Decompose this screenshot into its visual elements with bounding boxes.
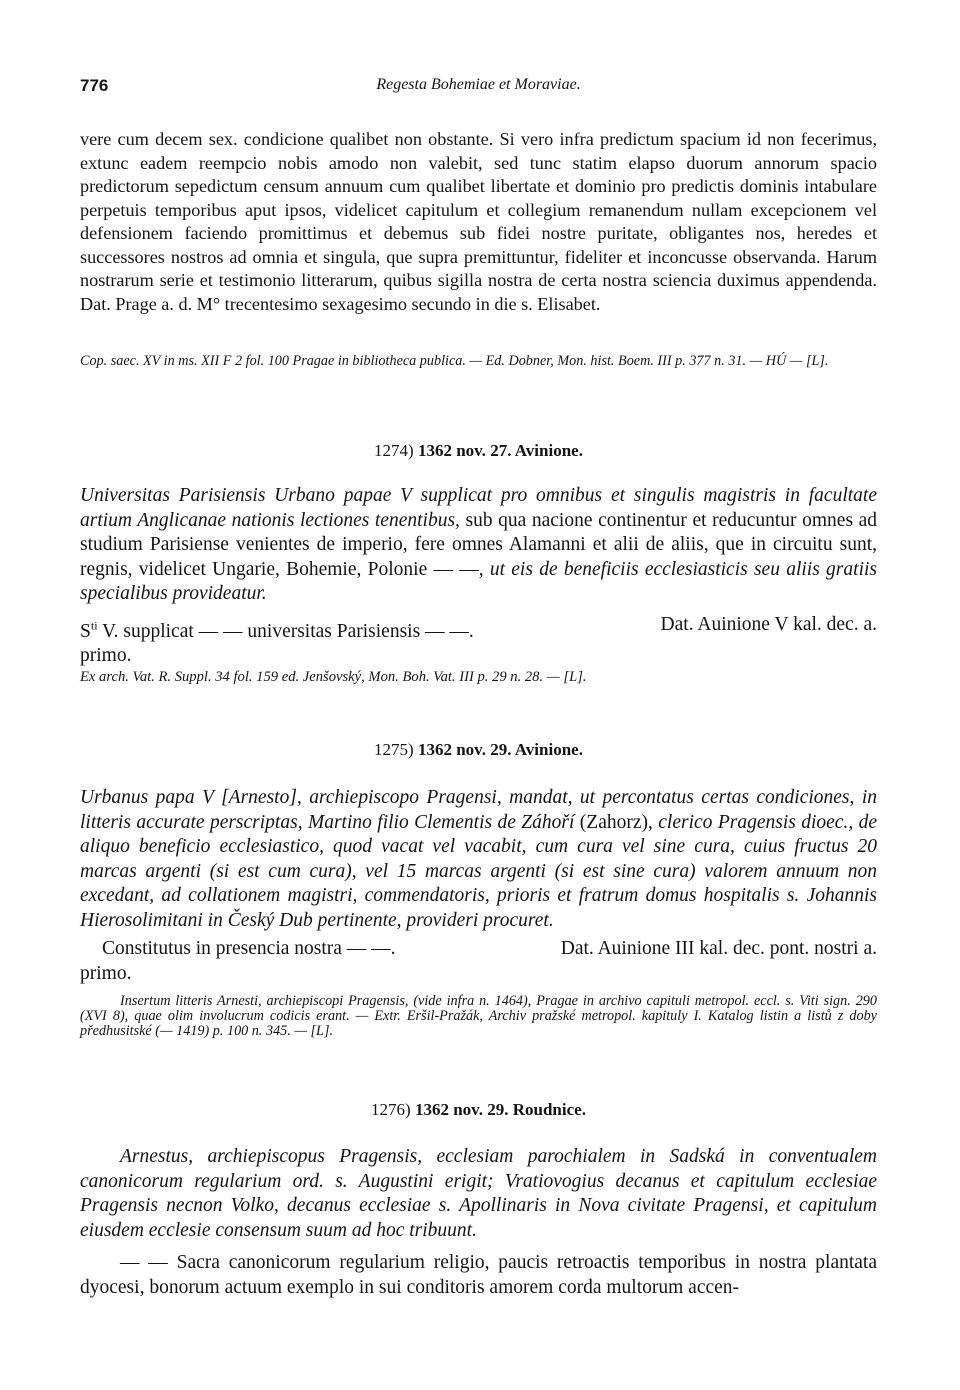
entry-1275-incipit: Constitutus in presencia nostra — —.: [102, 938, 396, 959]
entry-1274-dating: Dat. Auinione V kal. dec. a.: [660, 614, 877, 635]
entry-1276-date: 1362 nov. 29. Roudnice.: [414, 1100, 586, 1119]
entry-1275-regest-c: clerico Pragensis dioec.: [658, 811, 849, 833]
entry-1276-heading: [80, 1100, 877, 1120]
entry-1274-regest-c: ut eis de beneficiis ecclesiasticis seu aliis gratiis specialibus provideatur.: [80, 558, 877, 604]
entry-1274-dating-line: [80, 613, 877, 669]
entry-1275-heading: [80, 740, 877, 760]
entry-1276-text: — — Sacra canonicorum regularium religio, paucis retroactis temporibus in nostra plantata dyocesi, bonorum actuum exemplo in sui conditoris amorem corda multorum accen-: [80, 1252, 877, 1298]
entry-1274-number: 1274): [374, 441, 414, 460]
continuation-text: vere cum decem sex. condicione qualibet non obstante. Si vero infra predictum spacium id non fecerimus, extunc eadem reempcio nobis amodo non valebit, sed tunc statim elapso duorum annorum spacio predictorum sepedictum censum annuum cum qualibet libertate et dominio pro predictis dominis intabulare perpetuis temporibus aput ipsos, videlicet capitulum et collegium remanendum nullam excepcionem vel defensionem faciendo promittimus et debemus sub fidei nostre puritate, obligantes nos, heredes et successores nostros ad omnia et singula, que supra premittuntur, fideliter et inconcusse observanda. Harum nostrarum serie et testimonio litterarum, quibus sigilla nostra de certa nostra sciencia duximus appendenda. Dat. Prage a. d. M° trecentesimo sexagesimo secundo in die s. Elisabet.: [80, 129, 877, 314]
entry-1275-regest: [80, 786, 877, 933]
entry-1276-regest: Arnestus, archiepiscopus Pragensis, ecclesiam parochialem in Sadská in conventualem canonicorum regularium ord. s. Augustini erigit; Vratiovogius decanus et capitulum ecclesiae Pragensis necnon Volko, decanus ecclesiae s. Apollinaris in Nova civitate Pragensi, et capitulum eiusdem ecclesie consensum suum ad hoc tribuunt.: [80, 1146, 877, 1241]
entry-1275-date: 1362 nov. 29. Avinione.: [417, 740, 583, 759]
entry-1274-dating-tail: primo.: [80, 645, 132, 666]
entry-1275-dating-tail: primo.: [80, 962, 132, 984]
entry-1275-regest-d: , de aliquo beneficio ecclesiastico, quod vacat vel vacabit, cum cura vel sine cura, cuius fructus 20 marcas argenti (si est cum cura), vel 15 marcas argenti (si est sine cura) valorem annuum non excedant, ad collationem magistri, commendatoris, prioris et fratrum domus hospitalis s. Johannis Hierosolimitani in Český Dub pertinente, provideri procuret.: [80, 811, 878, 931]
entry-1275-dating-line: [80, 937, 877, 986]
entry-1274-regest: [80, 484, 877, 607]
entry-1275-dating: Dat. Auinione III kal. dec. pont. nostri a.: [560, 938, 877, 959]
running-title: Regesta Bohemiae et Moraviae.: [376, 76, 581, 93]
continuation-source-note: Cop. saec. XV in ms. XII F 2 fol. 100 Pragae in bibliotheca publica. — Ed. Dobner, Mon. hist. Boem. III p. 377 n. 31. — HÚ — [L].: [80, 353, 829, 369]
entry-1274-incipit: $S^{ti}$ V. supplicat — — universitas Parisiensis — —.: [80, 618, 474, 642]
entry-1275-number: 1275): [374, 740, 414, 759]
entry-1274-date: 1362 nov. 27. Avinione.: [417, 441, 583, 460]
page-number: 776: [80, 76, 109, 95]
entry-1274-source-note: Ex arch. Vat. R. Suppl. 34 fol. 159 ed. Jenšovský, Mon. Boh. Vat. III p. 29 n. 28. — [L].: [80, 669, 587, 685]
page-header: [80, 76, 877, 104]
entry-1275-regest-b: (Zahorz),: [574, 811, 659, 833]
entry-1274-regest-b: sub qua nacione continentur et reducuntur omnes ad studium Parisiense venientes de imperio, fere omnes Alamanni et alii de aliis, que in circuitu sunt, regnis, videlicet Ungarie, Bohemie, Polonie — —,: [80, 509, 878, 580]
entry-1275-regest-a: Urbanus papa V [Arnesto], archiepiscopo Pragensi, mandat, ut percontatus certas condiciones, in litteris accurate perscriptas, Martino filio Clementis de Záhoří: [80, 787, 877, 833]
entry-1274-regest-a: Universitas Parisiensis Urbano papae V supplicat pro omnibus et singulis magistris in facultate artium Anglicanae nationis lectiones tenentibus,: [80, 485, 877, 531]
entry-1275-source-note: Insertum litteris Arnesti, archiepiscopi Pragensis, (vide infra n. 1464), Pragae in archivo capituli metropol. eccl. s. Viti sign. 290 (XVI 8), quae olim involucrum codicis erant. — Extr. Eršil-Pražák, Archiv pražské metropol. kapituly I. Katalog listin a listů z doby předhusitské (— 1419) p. 100 n. 345. — [L].: [80, 993, 877, 1039]
entry-1276-number: 1276): [371, 1100, 411, 1119]
entry-1274-heading: [80, 441, 877, 461]
